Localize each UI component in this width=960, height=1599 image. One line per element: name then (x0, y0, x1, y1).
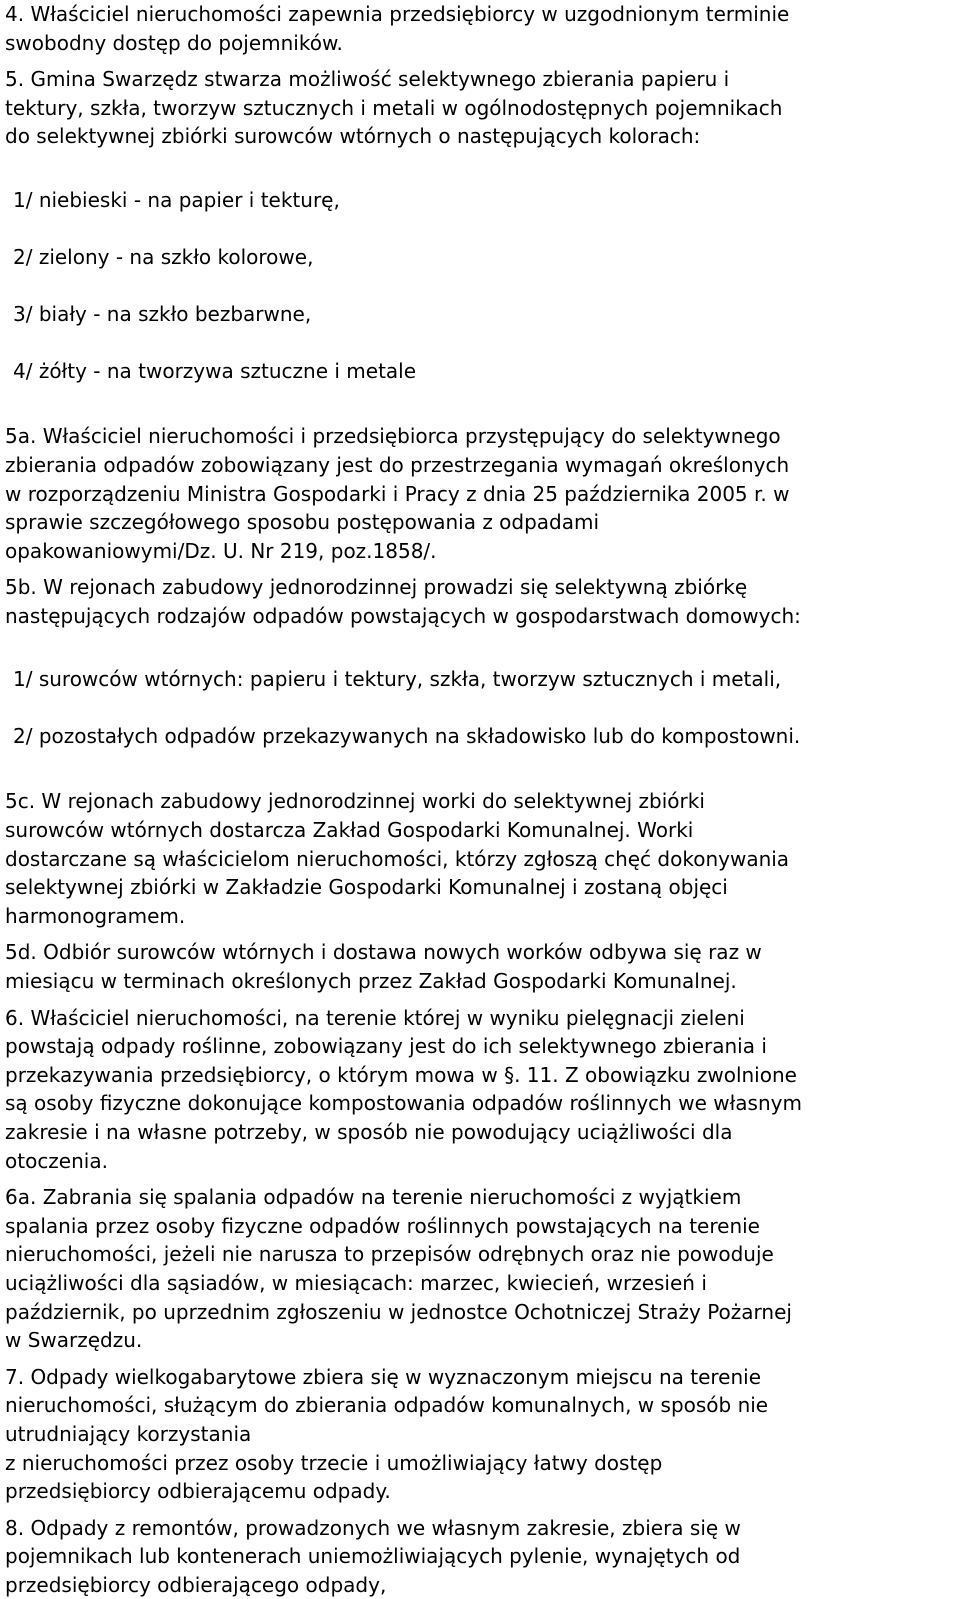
paragraph-5: 5. Gmina Swarzędz stwarza możliwość selektywnego zbierania papieru i tektury, szkła, tworzyw sztucznych i metali w ogólnodostępnych pojemnikach do selektywnej zbiórki surowców wtórnych o następujących kolorach: (5, 67, 783, 149)
paragraph-5d: 5d. Odbiór surowców wtórnych i dostawa nowych worków odbywa się raz w miesiącu w terminach określonych przez Zakład Gospodarki Komunalnej. (5, 940, 762, 993)
color-container-list (5, 157, 955, 414)
paragraph-5c: 5c. W rejonach zabudowy jednorodzinnej worki do selektywnej zbiórki surowców wtórnych dostarcza Zakład Gospodarki Komunalnej. Worki dostarczane są właścicielom nieruchomości, którzy zgłoszą chęć dokonywania selektywnej zbiórki w Zakładzie Gospodarki Komunalnej i zostaną objęci harmonogramem. (5, 789, 790, 928)
list-item: 1/ niebieski - na papier i tekturę, (13, 187, 340, 212)
paragraph-4: 4. Właściciel nieruchomości zapewnia przedsiębiorcy w uzgodnionym terminie swobodny dostęp do pojemników. (5, 2, 790, 55)
list-item: 2/ zielony - na szkło kolorowe, (13, 244, 314, 269)
list-item: 1/ surowców wtórnych: papieru i tektury, szkła, tworzyw sztucznych i metali, (13, 667, 782, 692)
paragraph-6: 6. Właściciel nieruchomości, na terenie której w wyniku pielęgnacji zieleni powstają odpady roślinne, zobowiązany jest do ich selektywnego zbierania i przekazywania przedsiębiorcy, o którym mowa w §. 11. Z obowiązku zwolnione są osoby fizyczne dokonujące kompostowania odpadów roślinnych we własnym zakresie i na własne potrzeby, w sposób nie powodujący uciążliwości dla otoczenia. (5, 1005, 802, 1173)
list-item: 2/ pozostałych odpadów przekazywanych na składowisko lub do kompostowni. (13, 724, 801, 749)
paragraph-8: 8. Odpady z remontów, prowadzonych we własnym zakresie, zbiera się w pojemnikach lub kontenerach uniemożliwiających pylenie, wynajętych od przedsiębiorcy odbierającego odpady, (5, 1515, 741, 1597)
list-item: 4/ żółty - na tworzywa sztuczne i metale (13, 359, 417, 384)
paragraph-6a: 6a. Zabrania się spalania odpadów na terenie nieruchomości z wyjątkiem spalania przez osoby fizyczne odpadów roślinnych powstających na terenie nieruchomości, jeżeli nie narusza to przepisów odrębnych oraz nie powoduje uciążliwości dla sąsiadów, w miesiącach: marzec, kwiecień, wrzesień i październik, po uprzednim zgłoszeniu w jednostce Ochotniczej Straży Pożarnej w Swarzędzu. (5, 1185, 792, 1353)
list-item: 3/ biały - na szkło bezbarwne, (13, 301, 312, 326)
paragraph-5a: 5a. Właściciel nieruchomości i przedsiębiorca przystępujący do selektywnego zbierania odpadów zobowiązany jest do przestrzegania wymagań określonych w rozporządzeniu Ministra Gospodarki i Pracy z dnia 25 października 2005 r. w sprawie szczegółowego sposobu postępowania z odpadami opakowaniowymi/Dz. U. Nr 219, poz.1858/. (5, 424, 790, 563)
paragraph-7: 7. Odpady wielkogabarytowe zbiera się w wyznaczonym miejscu na terenie nieruchomości, służącym do zbierania odpadów komunalnych, w sposób nie utrudniający korzystania z nieruchomości przez osoby trzecie i umożliwiający łatwy dostęp przedsiębiorcy odbierającemu odpady. (5, 1364, 769, 1504)
document-page (5, 0, 955, 1599)
paragraph-5b: 5b. W rejonach zabudowy jednorodzinnej prowadzi się selektywną zbiórkę następujących rodzajów odpadów powstających w gospodarstwach domowych: (5, 575, 801, 628)
waste-type-list (5, 636, 955, 779)
